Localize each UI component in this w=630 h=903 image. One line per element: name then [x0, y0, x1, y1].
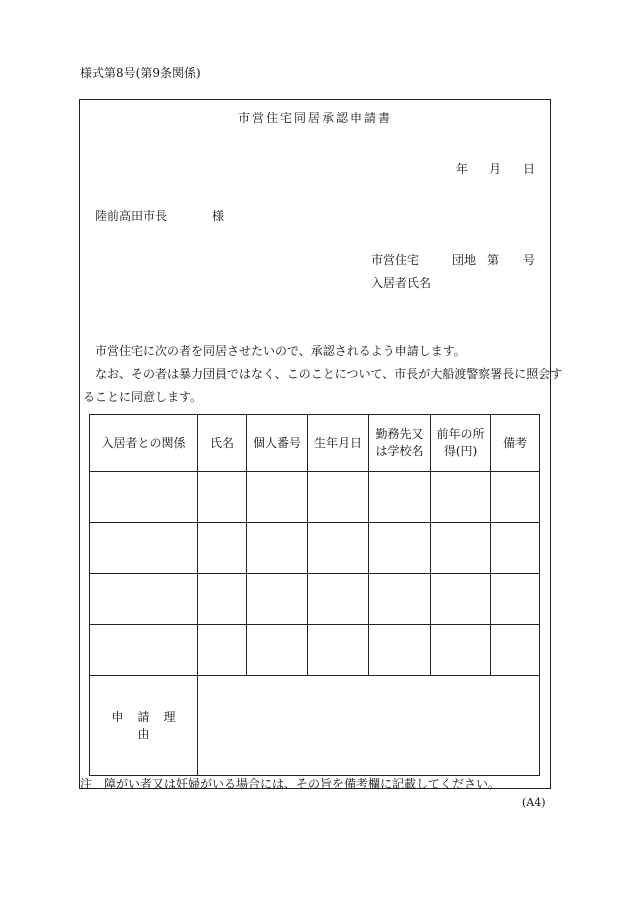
cell-name[interactable] [198, 472, 247, 523]
body-paragraph-1: 市営住宅に次の者を同居させたいので、承認されるよう申請します。 [95, 344, 466, 358]
header-workplace-school: 勤務先又は学校名 [369, 415, 431, 472]
cell-individual-number[interactable] [247, 472, 308, 523]
resident-name-label: 入居者氏名 [371, 276, 432, 290]
cell-remarks[interactable] [491, 574, 540, 625]
addressee-name: 陸前高田市長 [95, 209, 168, 223]
reason-label: 申請理由 [90, 676, 198, 776]
table-row [90, 523, 540, 574]
cell-relationship[interactable] [90, 523, 198, 574]
cell-workplace-school[interactable] [369, 574, 431, 625]
header-prior-year-income: 前年の所得(円) [431, 415, 491, 472]
header-remarks: 備考 [491, 415, 540, 472]
cell-relationship[interactable] [90, 472, 198, 523]
cell-prior-year-income[interactable] [431, 472, 491, 523]
cell-birthdate[interactable] [308, 574, 369, 625]
table-row [90, 472, 540, 523]
cell-remarks[interactable] [491, 625, 540, 676]
cell-individual-number[interactable] [247, 574, 308, 625]
cohabitant-table-wrapper [89, 414, 539, 776]
body-paragraph-2-line-1: なお、その者は暴力団員ではなく、このことについて、市長が大船渡警察署長に照会す [95, 367, 563, 381]
cell-workplace-school[interactable] [369, 625, 431, 676]
dai-label: 第 [487, 253, 500, 267]
cell-prior-year-income[interactable] [431, 574, 491, 625]
reason-row [90, 676, 540, 776]
reason-field[interactable] [198, 676, 540, 776]
cohabitant-table [89, 414, 540, 776]
header-individual-number: 個人番号 [247, 415, 308, 472]
gou-label: 号 [523, 253, 536, 267]
table-row [90, 574, 540, 625]
date-day-label: 日 [523, 162, 536, 176]
date-year-label: 年 [456, 162, 469, 176]
cell-relationship[interactable] [90, 574, 198, 625]
cell-birthdate[interactable] [308, 472, 369, 523]
paper-size-label: (A4) [522, 796, 546, 809]
cell-name[interactable] [198, 523, 247, 574]
form-number: 様式第8号(第9条関係) [80, 66, 201, 80]
cell-individual-number[interactable] [247, 625, 308, 676]
cell-workplace-school[interactable] [369, 523, 431, 574]
cell-birthdate[interactable] [308, 625, 369, 676]
cell-remarks[interactable] [491, 472, 540, 523]
cell-prior-year-income[interactable] [431, 523, 491, 574]
header-relationship: 入居者との関係 [90, 415, 198, 472]
cell-relationship[interactable] [90, 625, 198, 676]
body-paragraph-2-line-2: ることに同意します。 [83, 390, 203, 404]
table-row [90, 625, 540, 676]
danchi-label: 団地 [452, 253, 477, 267]
cell-name[interactable] [198, 574, 247, 625]
date-month-label: 月 [489, 162, 502, 176]
document-title: 市営住宅同居承認申請書 [237, 111, 392, 125]
cell-birthdate[interactable] [308, 523, 369, 574]
cell-individual-number[interactable] [247, 523, 308, 574]
housing-label: 市営住宅 [371, 253, 420, 267]
cell-name[interactable] [198, 625, 247, 676]
header-name: 氏名 [198, 415, 247, 472]
cell-prior-year-income[interactable] [431, 625, 491, 676]
header-birthdate: 生年月日 [308, 415, 369, 472]
cell-remarks[interactable] [491, 523, 540, 574]
footnote: 注 障がい者又は妊婦がいる場合には、その旨を備考欄に記載してください。 [80, 777, 501, 791]
addressee-honorific: 様 [212, 209, 225, 223]
cell-workplace-school[interactable] [369, 472, 431, 523]
table-header-row [90, 415, 540, 472]
